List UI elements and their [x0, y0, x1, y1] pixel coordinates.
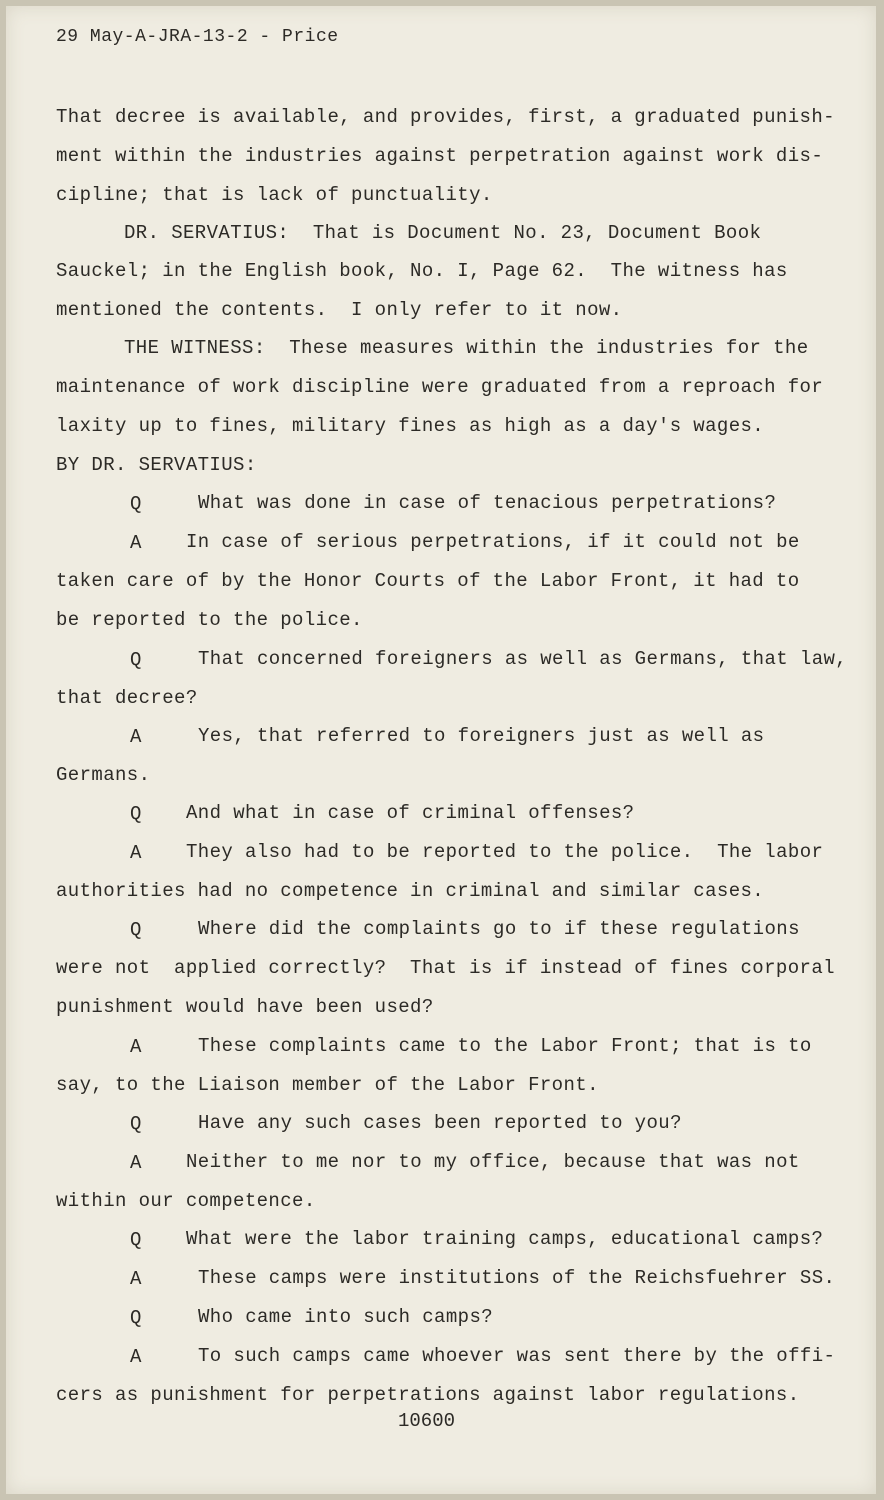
a-marker: A	[130, 1036, 142, 1058]
text-line: Who came into such camps?	[198, 1306, 494, 1328]
text-line: cipline; that is lack of punctuality.	[56, 184, 493, 206]
a-marker: A	[130, 1346, 142, 1368]
a-marker: A	[130, 1152, 142, 1174]
page-header: 29 May-A-JRA-13-2 - Price	[56, 27, 339, 47]
text-line: In case of serious perpetrations, if it could not be	[186, 531, 800, 553]
page-number: 10600	[398, 1410, 456, 1432]
text-line: And what in case of criminal offenses?	[186, 802, 635, 824]
a-marker: A	[130, 842, 142, 864]
text-line: Yes, that referred to foreigners just as well as	[198, 725, 765, 747]
text-line: cers as punishment for perpetrations against labor regulations.	[56, 1384, 800, 1406]
text-line: These camps were institutions of the Reichsfuehrer SS.	[198, 1267, 836, 1289]
q-marker: Q	[130, 1307, 142, 1329]
a-marker: A	[130, 1268, 142, 1290]
text-line: laxity up to fines, military fines as high as a day's wages.	[56, 415, 765, 437]
text-line: They also had to be reported to the police. The labor	[186, 841, 824, 863]
text-line: Sauckel; in the English book, No. I, Page 62. The witness has	[56, 260, 788, 282]
document-page	[6, 6, 876, 1494]
q-marker: Q	[130, 649, 142, 671]
text-line: THE WITNESS: These measures within the industries for the	[124, 337, 809, 359]
text-line: punishment would have been used?	[56, 996, 434, 1018]
text-line: These complaints came to the Labor Front; that is to	[198, 1035, 812, 1057]
text-line: be reported to the police.	[56, 609, 363, 631]
text-line: ment within the industries against perpetration against work dis-	[56, 145, 824, 167]
text-line: Neither to me nor to my office, because that was not	[186, 1151, 800, 1173]
a-marker: A	[130, 532, 142, 554]
text-line: within our competence.	[56, 1190, 316, 1212]
text-line: Germans.	[56, 764, 151, 786]
text-line: What was done in case of tenacious perpetrations?	[198, 492, 777, 514]
q-marker: Q	[130, 803, 142, 825]
text-line: DR. SERVATIUS: That is Document No. 23, Document Book	[124, 222, 762, 244]
text-line: Where did the complaints go to if these regulations	[198, 918, 800, 940]
text-line: say, to the Liaison member of the Labor Front.	[56, 1074, 599, 1096]
text-line: maintenance of work discipline were graduated from a reproach for	[56, 376, 824, 398]
q-marker: Q	[130, 493, 142, 515]
text-line: authorities had no competence in criminal and similar cases.	[56, 880, 765, 902]
q-marker: Q	[130, 1113, 142, 1135]
text-line: were not applied correctly? That is if instead of fines corporal	[56, 957, 835, 979]
text-line: Have any such cases been reported to you?	[198, 1112, 682, 1134]
text-line: mentioned the contents. I only refer to it now.	[56, 299, 623, 321]
a-marker: A	[130, 726, 142, 748]
transcript-body	[6, 6, 876, 1480]
q-marker: Q	[130, 1229, 142, 1251]
text-line: taken care of by the Honor Courts of the Labor Front, it had to	[56, 570, 800, 592]
text-line: that decree?	[56, 687, 198, 709]
text-line: What were the labor training camps, educational camps?	[186, 1228, 824, 1250]
text-line: That decree is available, and provides, first, a graduated punish-	[56, 106, 835, 128]
q-marker: Q	[130, 919, 142, 941]
text-line: That concerned foreigners as well as Germans, that law,	[198, 648, 848, 670]
text-line: To such camps came whoever was sent there by the offi-	[198, 1345, 836, 1367]
text-line: BY DR. SERVATIUS:	[56, 454, 257, 476]
